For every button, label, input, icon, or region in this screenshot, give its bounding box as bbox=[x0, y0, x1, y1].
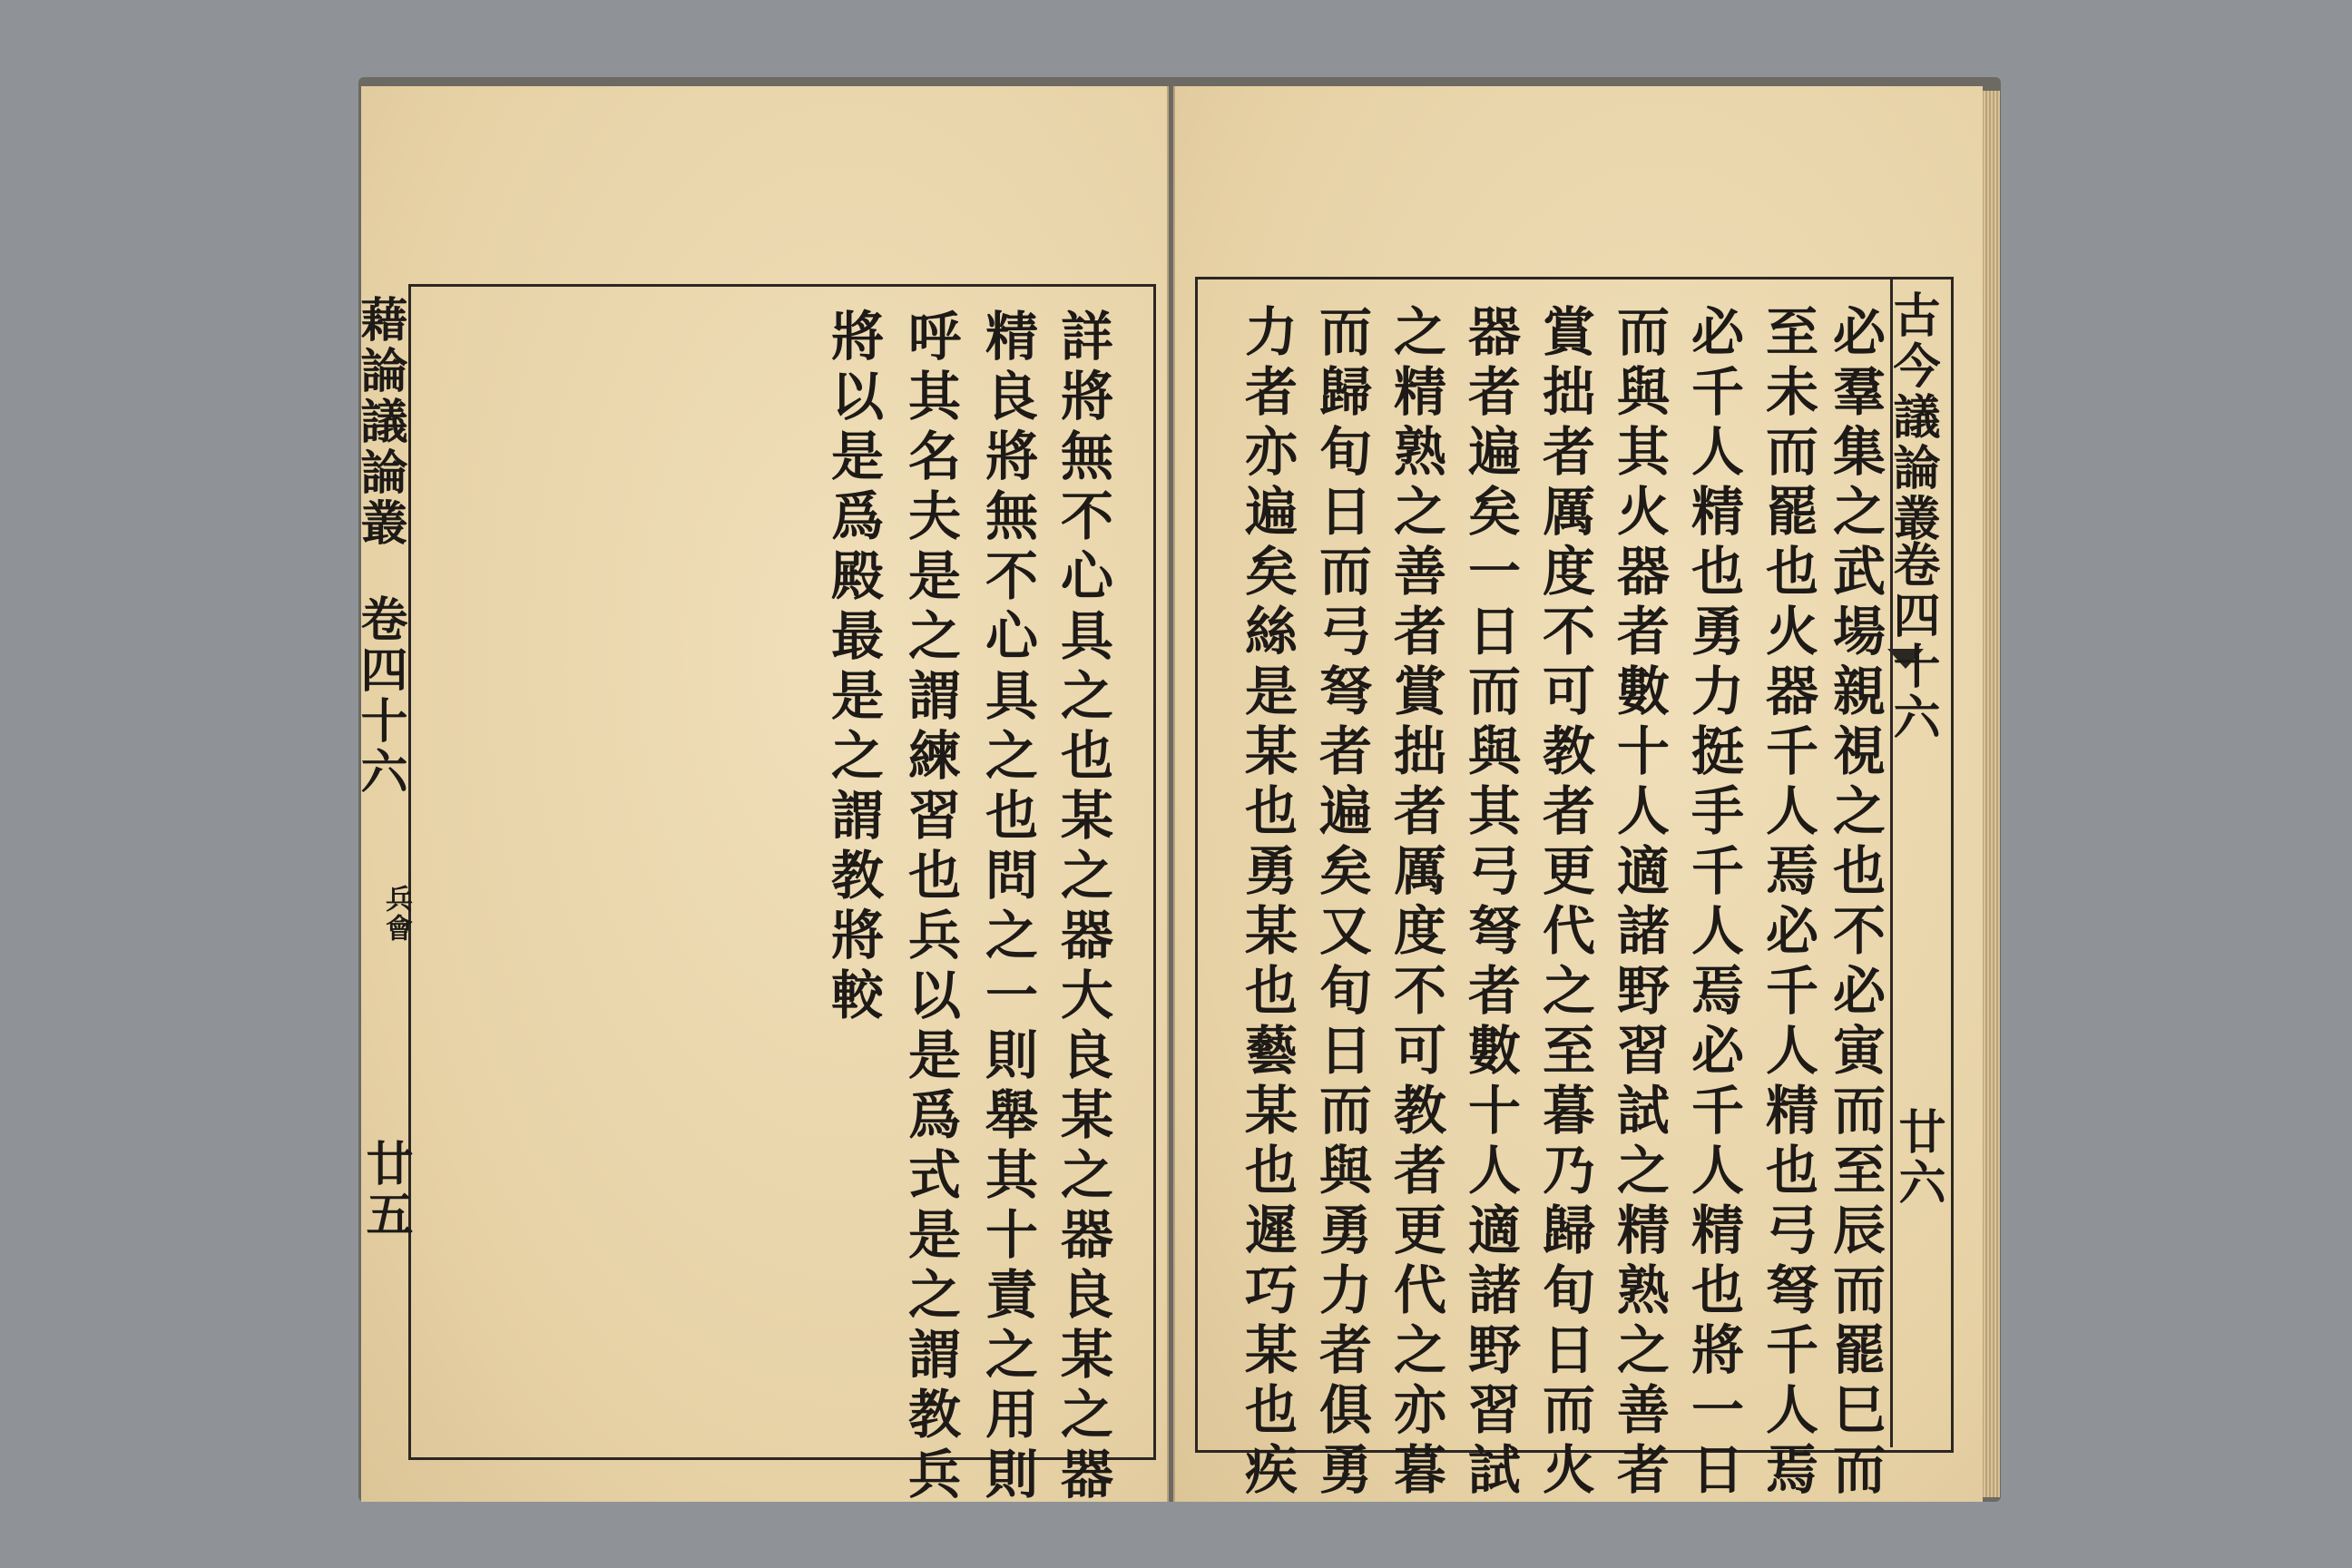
left-text-column-2: 呼其名夫是之謂練習也兵以是爲式是之謂教兵 bbox=[899, 309, 961, 1506]
left-banxin-title: 藉論議論叢 bbox=[352, 295, 407, 549]
left-page bbox=[352, 86, 1169, 1506]
right-page bbox=[1173, 86, 1983, 1502]
left-text-column-4: 詳將無不心具之也某之器大良某之器良某之器 bbox=[1052, 309, 1113, 1506]
right-text-column-4: 而與其火器者數十人適諸野習試之精熟之善者 bbox=[1608, 304, 1670, 1502]
right-text-column-3: 必千人精也勇力挺手千人焉必千人精也將一日 bbox=[1682, 304, 1744, 1502]
right-text-column-8: 而歸旬日而弓弩者遍矣又旬日而與勇力者俱勇 bbox=[1310, 304, 1372, 1502]
left-page-border bbox=[408, 284, 1156, 1460]
left-banxin-section: 兵會 bbox=[380, 885, 412, 943]
left-text-column-3: 精良將無不心具之也問之一則舉其十責之用則 bbox=[976, 309, 1038, 1506]
left-banxin-line bbox=[408, 284, 411, 1455]
left-banxin-volume: 卷四十六 bbox=[352, 594, 407, 798]
right-text-column-1: 必羣集之武場親視之也不必寅而至辰而罷巳而 bbox=[1824, 304, 1886, 1502]
right-banxin-volume: 卷四十六 bbox=[1885, 540, 1940, 743]
right-text-column-2: 至未而罷也火器千人焉必千人精也弓弩千人焉 bbox=[1757, 304, 1818, 1502]
page-edges bbox=[1980, 91, 2000, 1497]
left-banxin-folio: 廿五 bbox=[358, 1139, 413, 1240]
left-text-column-1: 將以是爲殿最是之謂教將較 bbox=[822, 309, 884, 1027]
right-text-column-7: 之精熟之善者賞拙者厲度不可教者更代之亦暮 bbox=[1385, 304, 1446, 1502]
right-text-column-5: 賞拙者厲度不可教者更代之至暮乃歸旬日而火 bbox=[1534, 304, 1595, 1502]
right-text-column-9: 力者亦遍矣絲是某也勇某也藝某也遲巧某也疾 bbox=[1236, 304, 1298, 1502]
right-banxin-folio: 廿六 bbox=[1890, 1107, 1945, 1209]
right-text-column-6: 器者遍矣一日而與其弓弩者數十人適諸野習試 bbox=[1459, 304, 1521, 1502]
right-banxin-title: 古今議論叢 bbox=[1885, 290, 1940, 544]
